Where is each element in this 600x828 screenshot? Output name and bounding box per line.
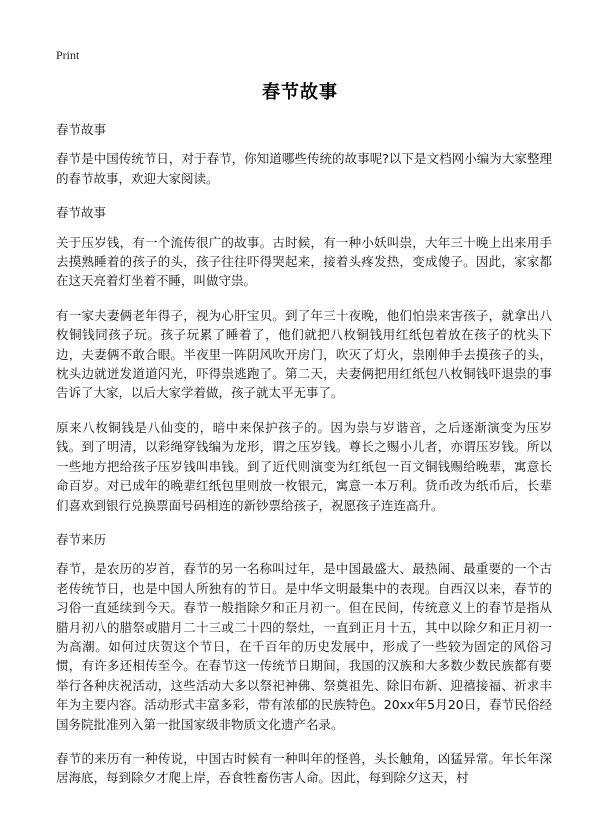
print-label: Print	[56, 48, 80, 62]
document-body	[56, 118, 552, 788]
section-heading: 春节故事	[56, 205, 107, 221]
intro-paragraph: 春节是中国传统节日，对于春节，你知道哪些传统的故事呢?以下是文档网小编为大家整理的春节故事，欢迎大家阅读。	[56, 151, 552, 186]
origin-paragraph-2: 春节的来历有一种传说，中国古时候有一种叫年的怪兽，头长触角，凶猛异常。年长年深居海底，每到除夕才爬上岸，吞食牲畜伤害人命。因此，每到除夕这天，村	[56, 750, 552, 786]
section-heading: 春节故事	[56, 122, 107, 137]
section-heading: 春节来历	[56, 531, 107, 547]
story-paragraph-3: 原来八枚铜钱是八仙变的，暗中来保护孩子的。因为祟与岁谐音，之后逐渐演变为压岁钱。到了明清，以彩绳穿钱编为龙形，谓之压岁钱。尊长之赐小儿者，亦谓压岁钱。所以一些地方把给孩子压岁钱叫串钱。到了近代则演变为红纸包一百文铜钱赐给晚辈，寓意长命百岁。对已成年的晚辈红纸包里则放一枚银元，寓意一本万利。货币改为纸币后，长辈们喜欢到银行兑换票面号码相连的新钞票给孩子，祝愿孩子连连高升。	[56, 419, 552, 513]
story-paragraph-2: 有一家夫妻俩老年得子，视为心肝宝贝。到了年三十夜晚，他们怕祟来害孩子，就拿出八枚铜钱同孩子玩。孩子玩累了睡着了，他们就把八枚铜钱用红纸包着放在孩子的枕头下边，夫妻俩不敢合眼。半夜里一阵阴风吹开房门，吹灭了灯火，祟刚伸手去摸孩子的头，枕头边就迸发道道闪光，吓得祟逃跑了。第二天，夫妻俩把用红纸包八枚铜钱吓退祟的事告诉了大家，以后大家学着做，孩子就太平无事了。	[56, 307, 552, 401]
document-title: 春节故事	[262, 82, 338, 103]
origin-paragraph-1: 春节，是农历的岁首，春节的另一名称叫过年，是中国最盛大、最热闹、最重要的一个古老传统节日，也是中国人所独有的节日。是中华文明最集中的表现。自西汉以来，春节的习俗一直延续到今天。春节一般指除夕和正月初一。但在民间，传统意义上的春节是指从腊月初八的腊祭或腊月二十三或二十四的祭灶，一直到正月十五，其中以除夕和正月初一为高潮。如何过庆贺这个节日，在千百年的历史发展中，形成了一些较为固定的风俗习惯，有许多还相传至今。在春节这一传统节日期间，我国的汉族和大多数少数民族都有要举行各种庆祝活动，这些活动大多以祭祀神佛、祭奠祖先、除旧布新、迎禧接福、祈求丰年为主要内容。活动形式丰富多彩，带有浓郁的民族特色。20xx年5月20日，春节民俗经国务院批准列入第一批国家级非物质文化遗产名录。	[56, 561, 552, 732]
story-paragraph-1: 关于压岁钱，有一个流传很广的故事。古时候，有一种小妖叫祟，大年三十晚上出来用手去摸熟睡着的孩子的头，孩子往往吓得哭起来，接着头疼发热，变成傻子。因此，家家都在这天亮着灯坐着不睡，叫做守祟。	[56, 234, 552, 289]
